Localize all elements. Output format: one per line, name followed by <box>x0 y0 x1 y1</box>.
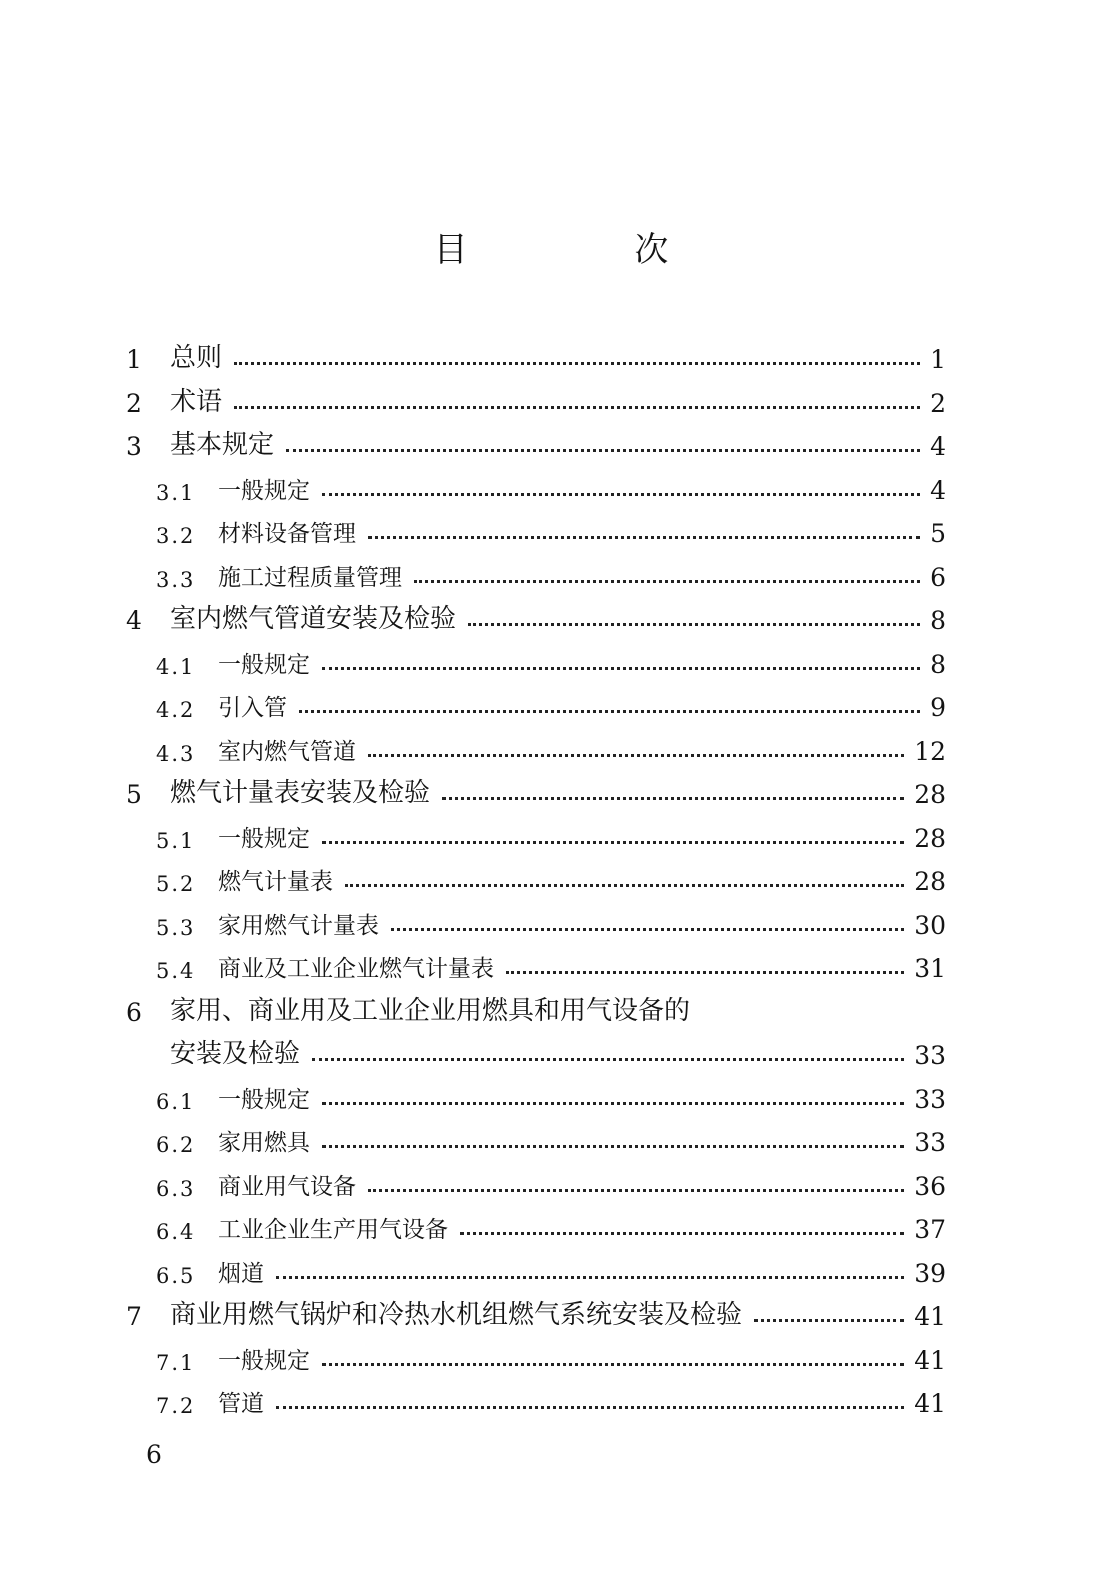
toc-entry <box>126 639 946 679</box>
dot-leader <box>391 928 904 931</box>
toc-entry <box>126 813 946 853</box>
toc-entry-title: 一般规定 <box>218 477 310 504</box>
toc-entry-page: 28 <box>914 780 946 809</box>
toc-entry <box>126 1030 946 1070</box>
toc-entry-number: 6.4 <box>156 1220 196 1244</box>
toc-entry-page: 6 <box>930 562 946 592</box>
toc-entry-title: 商业用燃气锅炉和冷热水机组燃气系统安装及检验 <box>170 1300 743 1330</box>
toc-entry-page: 2 <box>930 388 946 418</box>
toc-entry-number: 4.3 <box>156 741 196 766</box>
toc-entry <box>126 1204 946 1244</box>
toc-entry-number: 4 <box>126 606 142 635</box>
toc-entry-number: 5.1 <box>156 828 196 853</box>
dot-leader <box>322 1102 904 1105</box>
toc-entry-number: 7.2 <box>156 1394 196 1418</box>
toc-entry <box>126 465 946 505</box>
toc-entry-title: 一般规定 <box>218 1086 310 1113</box>
toc-entry-number: 6 <box>126 997 142 1027</box>
dot-leader <box>276 1406 904 1409</box>
dot-leader <box>322 1145 904 1148</box>
toc-entry-title: 安装及检验 <box>170 1039 301 1069</box>
dot-leader <box>322 1363 904 1366</box>
toc-entry-number: 6.3 <box>156 1176 196 1201</box>
toc-entry <box>126 508 946 548</box>
toc-entry-page: 33 <box>914 1041 946 1070</box>
toc-entry <box>126 1378 946 1418</box>
toc-entry <box>126 421 946 461</box>
toc-entry-title: 施工过程质量管理 <box>218 564 402 591</box>
toc-entry <box>126 682 946 722</box>
toc-entry-page: 8 <box>930 606 946 635</box>
toc-entry-title: 室内燃气管道安装及检验 <box>170 604 457 634</box>
toc-entry-page: 33 <box>914 1084 946 1114</box>
toc-entry <box>126 1117 946 1157</box>
toc-entry <box>126 334 946 374</box>
dot-leader <box>286 449 920 452</box>
toc-entry <box>126 1335 946 1375</box>
toc-entry-page: 41 <box>914 1302 946 1331</box>
toc-entry-number: 6.5 <box>156 1263 196 1288</box>
toc-entry-page: 30 <box>914 910 946 940</box>
dot-leader <box>234 406 920 409</box>
toc-entry-number: 7 <box>126 1302 142 1331</box>
toc-entry-page: 41 <box>914 1345 946 1375</box>
dot-leader <box>312 1058 904 1061</box>
toc-entry-number: 5.2 <box>156 872 196 896</box>
toc-entry <box>126 1074 946 1114</box>
toc-entry-number: 6.2 <box>156 1133 196 1157</box>
toc-entry-title: 商业及工业企业燃气计量表 <box>218 956 494 982</box>
toc-entry-number: 4.1 <box>156 654 196 679</box>
dot-leader <box>442 797 904 800</box>
toc-entry-page: 41 <box>914 1389 946 1418</box>
toc-entry-number: 6.1 <box>156 1089 196 1114</box>
toc-entry-number: 1 <box>126 345 142 374</box>
toc-entry-number: 5.3 <box>156 915 196 940</box>
toc-entry <box>126 378 946 418</box>
toc-entry-page: 4 <box>930 432 946 461</box>
dot-leader <box>414 580 920 583</box>
toc-entry-title: 燃气计量表 <box>218 869 333 895</box>
dot-leader <box>322 667 920 670</box>
dot-leader <box>276 1276 904 1279</box>
toc-entry <box>126 1161 946 1201</box>
toc-entry <box>126 769 946 809</box>
toc-entry-page: 1 <box>930 345 946 374</box>
toc-entry-title: 一般规定 <box>218 825 310 852</box>
page-number: 6 <box>146 1440 162 1469</box>
toc-entry <box>126 1248 946 1288</box>
toc-entry-title: 烟道 <box>218 1260 264 1287</box>
toc-entry-title: 商业用气设备 <box>218 1173 356 1200</box>
toc-entry-number: 3.1 <box>156 480 196 505</box>
toc-entry-page: 12 <box>914 736 946 766</box>
toc-entry-page: 28 <box>914 823 946 853</box>
toc-entry-page: 33 <box>914 1128 946 1157</box>
toc-entry-title: 一般规定 <box>218 651 310 678</box>
toc-entry-page: 28 <box>914 867 946 896</box>
toc-entry-title: 工业企业生产用气设备 <box>218 1217 448 1243</box>
toc-entry-number: 4.2 <box>156 698 196 722</box>
toc-entry-page: 5 <box>930 519 946 548</box>
toc-entry-title: 总则 <box>170 343 223 373</box>
toc-entry <box>126 943 946 983</box>
toc-entry <box>126 552 946 592</box>
toc-entry-page: 39 <box>914 1258 946 1288</box>
toc-entry-title: 基本规定 <box>170 430 275 460</box>
toc-entry-title: 家用、商业用及工业企业用燃具和用气设备的 <box>170 995 691 1026</box>
toc-entry <box>126 987 946 1027</box>
dot-leader <box>460 1232 904 1235</box>
dot-leader <box>299 710 920 713</box>
toc-entry <box>126 1291 946 1331</box>
dot-leader <box>468 623 920 626</box>
dot-leader <box>322 493 920 496</box>
toc-entry-number: 3.2 <box>156 524 196 548</box>
toc-entry-title: 家用燃具 <box>218 1130 310 1156</box>
toc-entry-title: 材料设备管理 <box>218 521 356 547</box>
toc-entry <box>126 856 946 896</box>
toc-entry-title: 燃气计量表安装及检验 <box>170 778 431 808</box>
toc-entry-number: 5 <box>126 780 142 809</box>
toc-entry-title: 一般规定 <box>218 1347 310 1374</box>
toc-entry-number: 3 <box>126 432 142 461</box>
dot-leader <box>322 841 904 844</box>
dot-leader <box>368 754 904 757</box>
toc-entry-page: 4 <box>930 475 946 505</box>
dot-leader <box>506 971 904 974</box>
toc-entry-page: 9 <box>930 693 946 722</box>
toc-entry-page: 8 <box>930 649 946 679</box>
toc-entry-page: 37 <box>914 1215 946 1244</box>
toc-entry-number: 3.3 <box>156 567 196 592</box>
toc-entry-number: 5.4 <box>156 959 196 983</box>
toc-entry-title: 室内燃气管道 <box>218 738 356 765</box>
toc-entry-page: 31 <box>914 954 946 983</box>
dot-leader <box>754 1319 904 1322</box>
page-title: 目 次 <box>433 230 747 270</box>
toc-entry-number: 2 <box>126 388 142 418</box>
toc-entry-title: 管道 <box>218 1391 264 1417</box>
toc-entry-title: 术语 <box>170 386 223 417</box>
dot-leader <box>368 536 920 539</box>
toc-entry <box>126 726 946 766</box>
dot-leader <box>368 1189 904 1192</box>
dot-leader <box>234 362 920 365</box>
toc-entry-page: 36 <box>914 1171 946 1201</box>
toc-entry-title: 家用燃气计量表 <box>218 912 379 939</box>
toc-entry-number: 7.1 <box>156 1350 196 1375</box>
toc-entry <box>126 595 946 635</box>
toc-entry-title: 引入管 <box>218 695 287 721</box>
dot-leader <box>345 884 904 887</box>
toc-entry <box>126 900 946 940</box>
